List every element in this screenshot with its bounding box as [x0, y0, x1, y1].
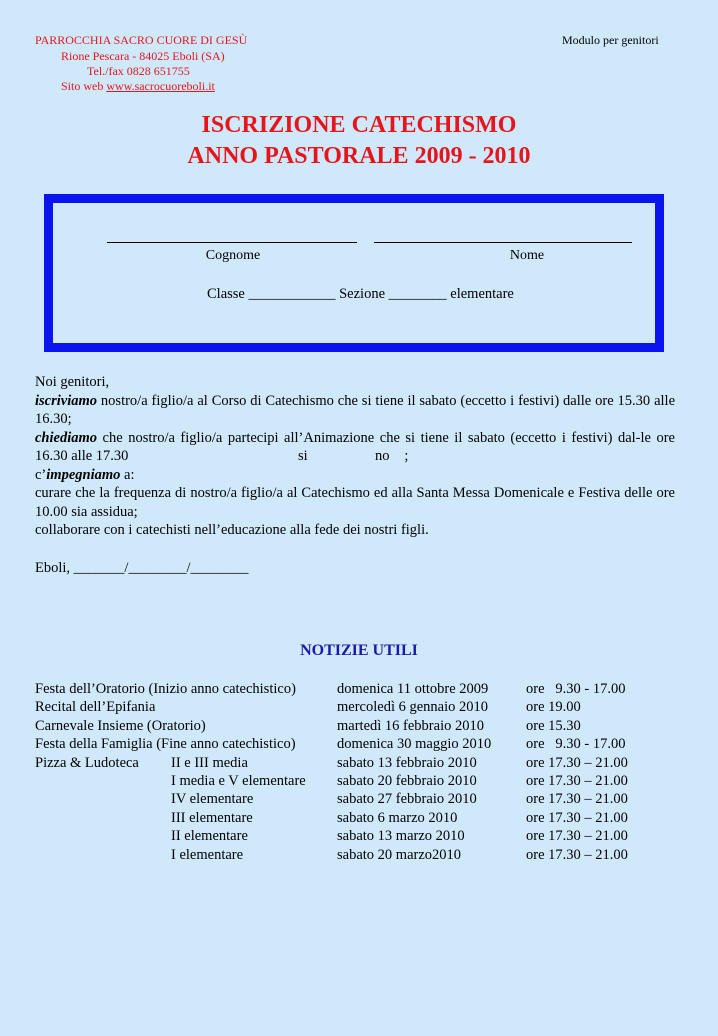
parish-address: Rione Pescara - 84025 Eboli (SA)	[61, 49, 225, 63]
event-date: sabato 20 marzo2010	[337, 846, 462, 863]
commit-prefix: c’	[35, 466, 47, 483]
event-time: ore 19.00	[526, 699, 581, 716]
form-type-label: Modulo per genitori	[562, 33, 659, 47]
event-time: ore 17.30 – 21.00	[526, 754, 628, 771]
page-title	[0, 110, 718, 172]
no-option[interactable]: no ;	[375, 448, 398, 464]
commit-item-1: curare che la frequenza di nostro/a figlio/a al Catechismo ed alla Santa Messa Domenicale e Festiva delle ore 10.00 sia assidua;	[35, 485, 675, 520]
event-group: IV elementare	[171, 791, 254, 808]
title-line-1: ISCRIZIONE CATECHISMO	[201, 112, 517, 138]
event-group: II e III media	[171, 754, 248, 771]
class-blank[interactable]: ____________	[248, 286, 336, 302]
name-label: Nome	[509, 248, 545, 263]
commit-suffix: a:	[120, 466, 135, 483]
event-row	[0, 698, 718, 716]
event-date: domenica 30 maggio 2010	[337, 736, 492, 753]
notizie-title: NOTIZIE UTILI	[300, 642, 418, 659]
parent-declaration	[35, 373, 675, 577]
class-section-line	[207, 285, 514, 303]
name-line[interactable]	[374, 242, 632, 243]
ask-text: che nostro/a figlio/a partecipi all’Animazione che si tiene il sabato (eccetto i festivi) dal-le ore 16.30 alle 17.30	[35, 429, 675, 464]
event-date: martedì 16 febbraio 2010	[337, 717, 484, 734]
event-time: ore 17.30 – 21.00	[526, 791, 628, 808]
enroll-verb: iscriviamo	[35, 392, 98, 409]
event-time: ore 9.30 - 17.00	[526, 681, 626, 697]
event-row	[0, 754, 718, 772]
event-group: I media e V elementare	[171, 773, 306, 789]
intro-text: Noi genitori,	[35, 374, 110, 390]
section-blank[interactable]: ________	[388, 286, 447, 302]
class-label: Classe	[207, 286, 245, 302]
commit-item-2: collaborare con i catechisti nell’educazione alla fede dei nostri figli.	[35, 522, 429, 538]
enroll-paragraph	[35, 392, 675, 429]
student-info-box	[44, 194, 664, 352]
ask-paragraph	[35, 429, 675, 466]
event-group: III elementare	[171, 809, 253, 826]
event-name: Carnevale Insieme (Oratorio)	[35, 717, 206, 734]
event-time: ore 17.30 – 21.00	[526, 846, 628, 863]
event-row	[0, 680, 718, 698]
event-date: sabato 13 marzo 2010	[337, 828, 465, 845]
event-row	[0, 735, 718, 753]
event-group: II elementare	[171, 828, 248, 845]
event-date: sabato 13 febbraio 2010	[337, 754, 477, 771]
event-row	[0, 772, 718, 790]
event-date: sabato 27 febbraio 2010	[337, 791, 477, 808]
school-label: elementare	[450, 286, 514, 302]
event-group: I elementare	[171, 846, 244, 863]
event-time: ore 9.30 - 17.00	[526, 736, 626, 753]
event-date: domenica 11 ottobre 2009	[337, 681, 489, 697]
parish-name: PARROCCHIA SACRO CUORE DI GESÙ	[35, 33, 248, 47]
parish-website	[61, 78, 215, 94]
surname-label: Cognome	[205, 248, 261, 263]
event-time: ore 17.30 – 21.00	[526, 773, 628, 789]
event-time: ore 17.30 – 21.00	[526, 828, 628, 845]
event-date: sabato 6 marzo 2010	[337, 809, 458, 826]
parish-phone: Tel./fax 0828 651755	[87, 64, 190, 78]
event-time: ore 17.30 – 21.00	[526, 809, 628, 826]
event-row	[0, 809, 718, 827]
website-link[interactable]: www.sacrocuoreboli.it	[106, 79, 215, 93]
date-line[interactable]: Eboli, _______/________/________	[35, 559, 249, 576]
event-name: Festa della Famiglia (Fine anno catechistico)	[35, 736, 296, 753]
event-row	[0, 717, 718, 735]
event-row	[0, 846, 718, 864]
commit-verb: impegniamo	[46, 466, 121, 483]
pizza-label: Pizza & Ludoteca	[35, 754, 139, 771]
events-table	[0, 680, 718, 880]
event-name: Festa dell’Oratorio (Inizio anno catechistico)	[35, 681, 296, 697]
title-line-2: ANNO PASTORALE 2009 - 2010	[187, 143, 531, 169]
surname-line[interactable]	[107, 242, 357, 243]
commit-paragraph	[35, 466, 675, 485]
website-label: Sito web	[61, 79, 107, 93]
ask-verb: chiediamo	[35, 429, 98, 446]
event-row	[0, 827, 718, 845]
section-label: Sezione	[339, 286, 386, 302]
event-row	[0, 790, 718, 808]
yes-option[interactable]: si	[298, 448, 308, 464]
enroll-text: nostro/a figlio/a al Corso di Catechismo che si tiene il sabato (eccetto i festivi) dalle ore 15.30 alle 16.30;	[35, 392, 675, 427]
event-date: sabato 20 febbraio 2010	[337, 773, 477, 789]
event-date: mercoledì 6 gennaio 2010	[337, 699, 488, 716]
event-time: ore 15.30	[526, 717, 581, 734]
event-name: Recital dell’Epifania	[35, 699, 156, 716]
